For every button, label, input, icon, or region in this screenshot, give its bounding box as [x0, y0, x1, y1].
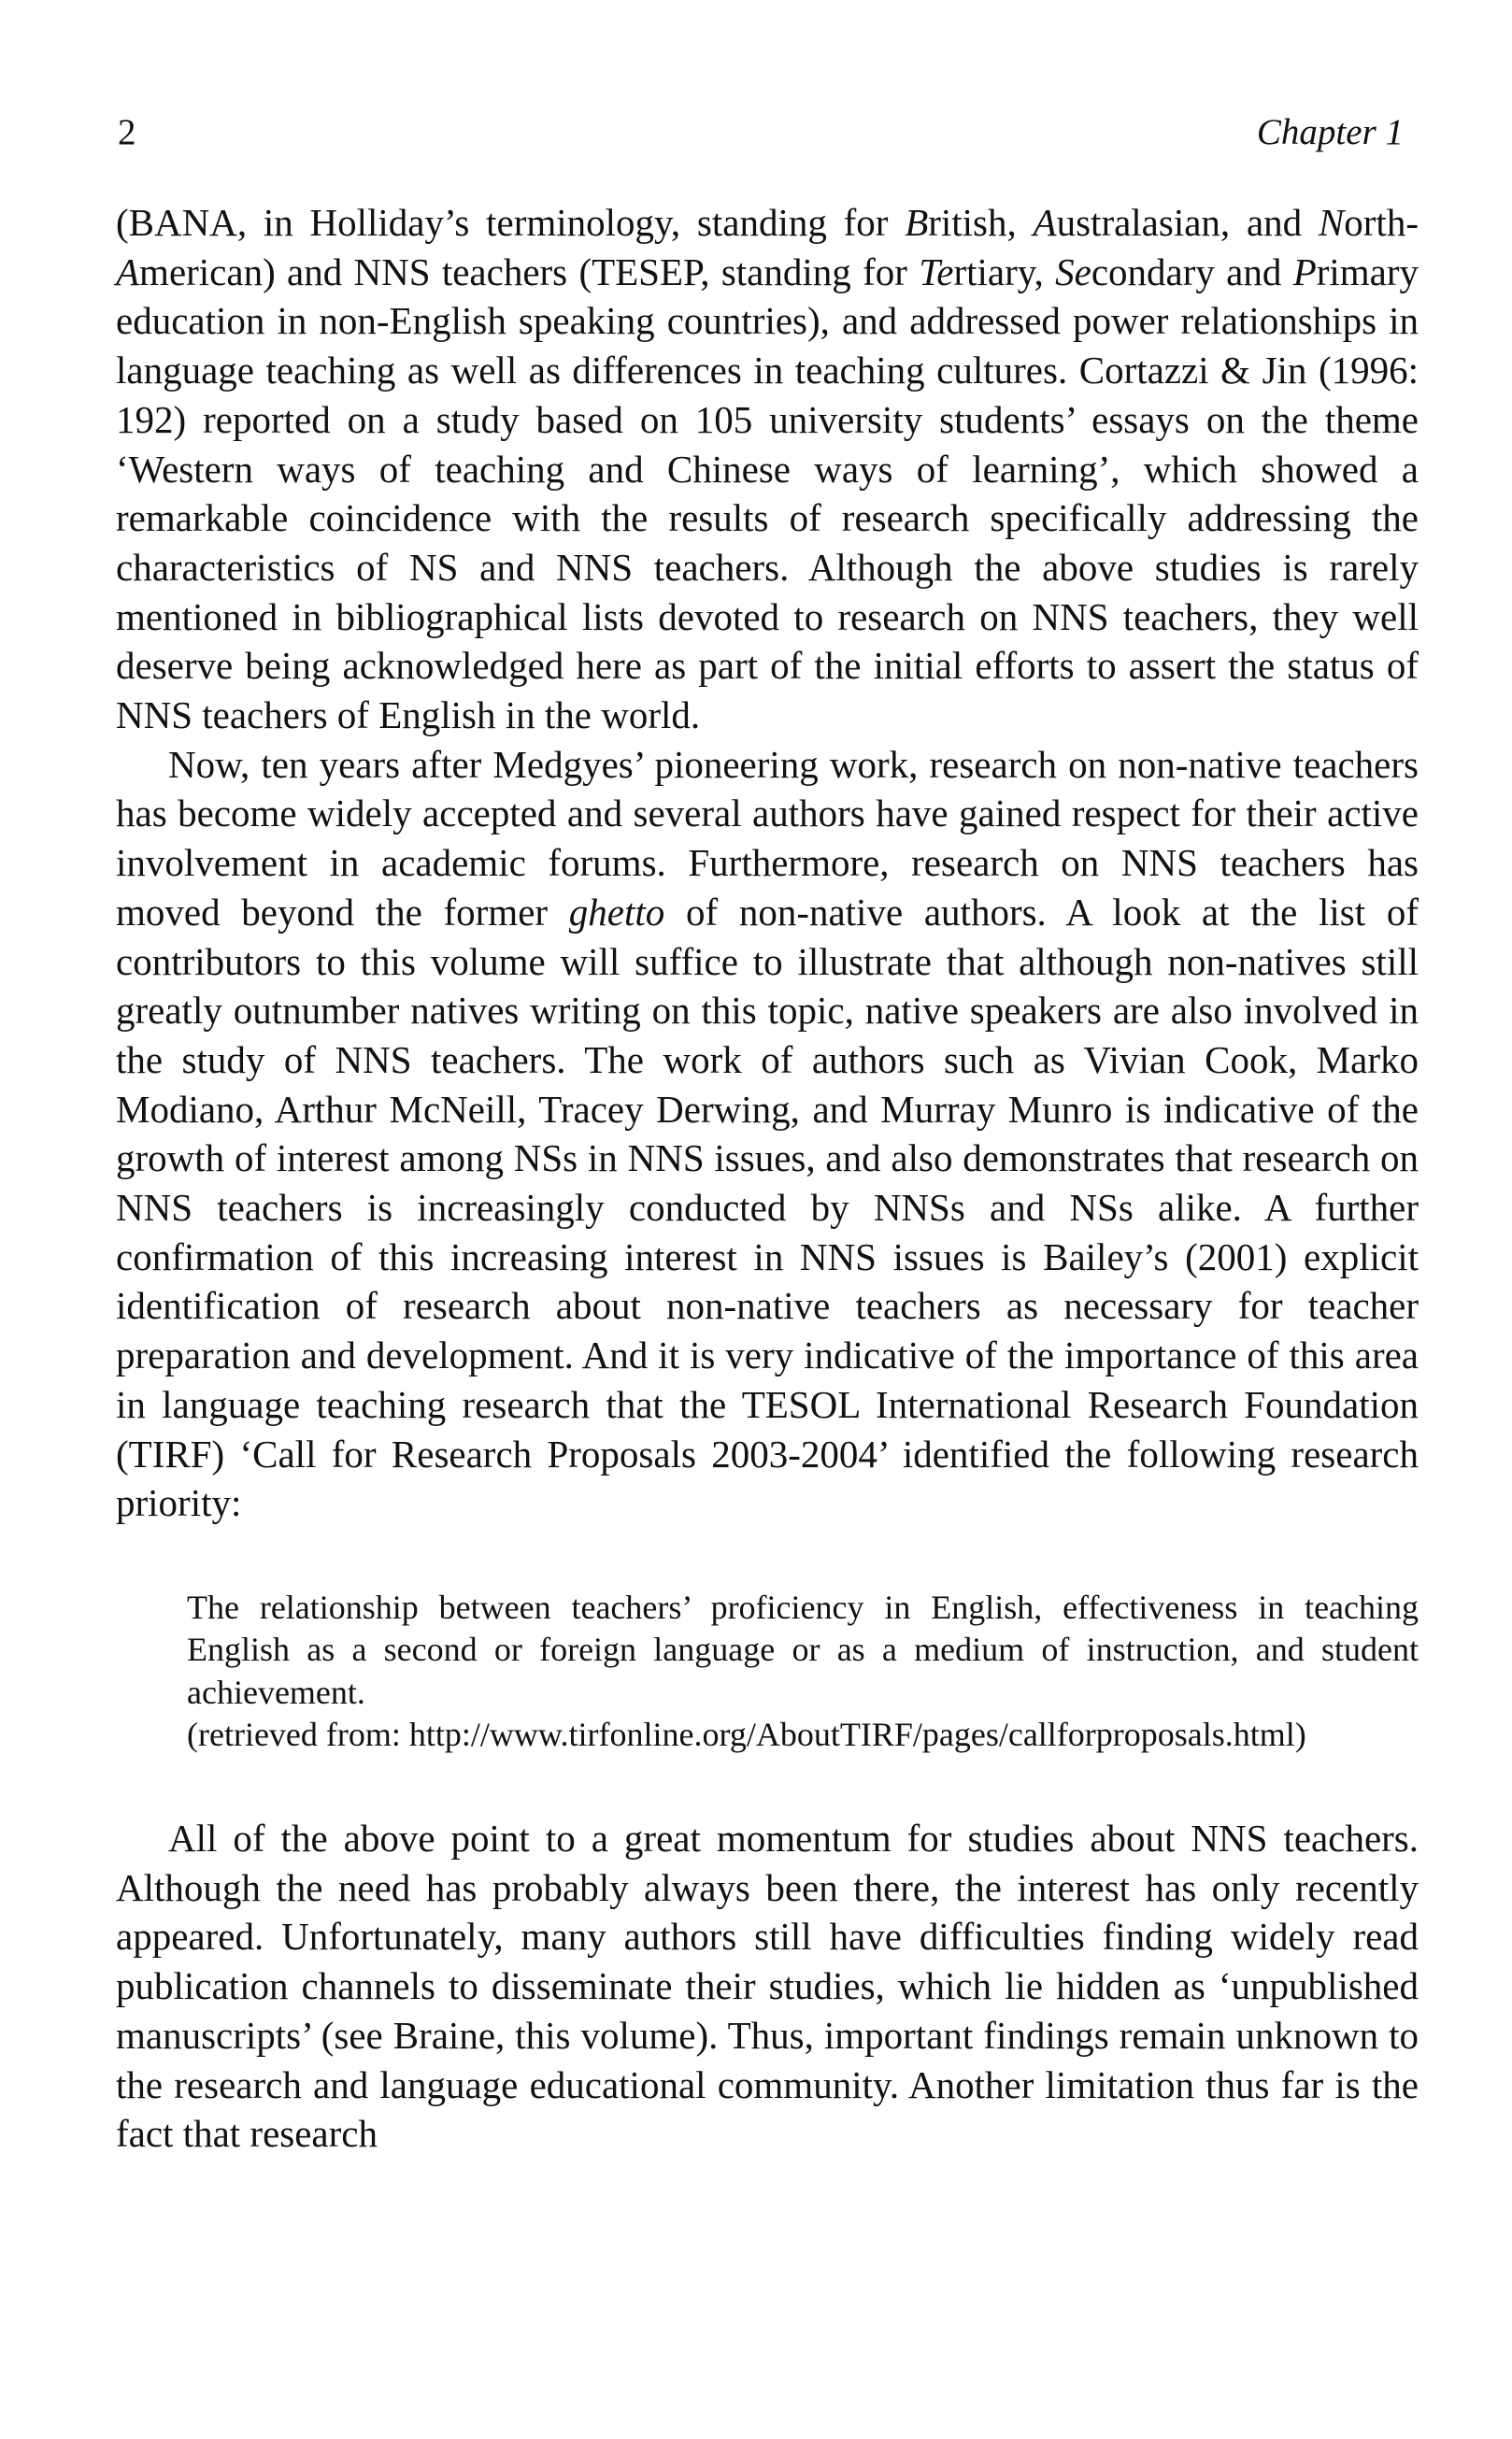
paragraph-2 [116, 740, 1419, 1528]
text-segment: rtiary, [953, 250, 1056, 293]
text-segment: Now, ten years after Medgyes’ pioneering work, research on non-native teachers has become widely accepted and several authors have gained respect for their active involvement in academic forums. Furthermore, research on NNS teachers has moved beyond the former [116, 742, 1419, 934]
paragraph-1 [116, 198, 1419, 740]
text-segment: All of the above point to a great momentum for studies about NNS teachers. Although the need has probably always been there, the interest has only recently appeared. Unfortunately, many authors still have difficulties finding widely read publication channels to disseminate their studies, which lie hidden as ‘unpublished manuscripts’ (see Braine, this volume). Thus, important findings remain unknown to the research and language educational community. Another limitation thus far is the fact that research [116, 1816, 1419, 2156]
italic-segment: Se [1055, 250, 1091, 293]
text-segment: ritish, [928, 201, 1034, 244]
text-segment: (BANA, in Holliday’s terminology, standing for [116, 201, 906, 244]
italic-segment: ghetto [568, 890, 665, 934]
chapter-title: Chapter 1 [1256, 112, 1404, 152]
italic-segment: P [1292, 250, 1317, 293]
italic-segment: A [1033, 201, 1057, 244]
page-number: 2 [118, 112, 136, 152]
italic-segment: N [1318, 201, 1345, 244]
text-segment: orth- [1344, 201, 1419, 244]
paragraph-3 [116, 1814, 1419, 2159]
quote-source: (retrieved from: http://www.tirfonline.org/AboutTIRF/pages/callforproposals.html) [187, 1716, 1306, 1754]
text-segment: of non-native authors. A look at the list of contributors to this volume will suffice to illustrate that although non-natives still greatly outnumber natives writing on this topic, native speakers are also involved in the study of NNS teachers. The work of authors such as Vivian Cook, Marko Modiano, Arthur McNeill, Tracey Derwing, and Murray Munro is indicative of the growth of interest among NSs in NNS issues, and also demonstrates that research on NNS teachers is increasingly conducted by NNSs and NSs alike. A further confirmation of this increasing interest in NNS issues is Bailey’s (2001) explicit identification of research about non-native teachers as necessary for teacher preparation and development. And it is very indicative of the importance of this area in language teaching research that the TESOL International Research Foundation (TIRF) ‘Call for Research Proposals 2003-2004’ identified the following research priority: [116, 890, 1419, 1525]
text-segment: rimary education in non-English speaking countries), and addressed power relationships in language teaching as well as differences in teaching cultures. Cortazzi & Jin (1996: 192) reported on a study based on 105 university students’ essays on the theme ‘Western ways of teaching and Chinese ways of learning’, which showed a remarkable coincidence with the results of research specifically addressing the characteristics of NS and NNS teachers. Although the above studies is rarely mentioned in bibliographical lists devoted to research on NNS teachers, they well deserve being acknowledged here as part of the initial efforts to assert the status of NNS teachers of English in the world. [116, 250, 1419, 737]
body-text [116, 198, 1419, 2159]
italic-segment: A [116, 250, 140, 293]
text-segment: merican) and NNS teachers (TESEP, standing for [139, 250, 920, 293]
italic-segment: Te [919, 250, 954, 293]
quote-text: The relationship between teachers’ proficiency in English, effectiveness in teaching English as a second or foreign language or as a medium of instruction, and student achievement. [187, 1588, 1419, 1711]
text-segment: ustralasian, and [1056, 201, 1319, 244]
block-quote [187, 1587, 1419, 1757]
running-header [118, 105, 1404, 161]
italic-segment: B [905, 201, 929, 244]
text-segment: condary and [1091, 250, 1293, 293]
